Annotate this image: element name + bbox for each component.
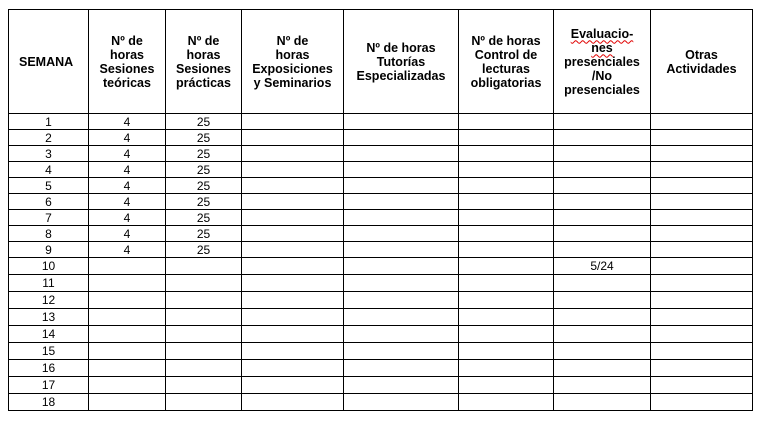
cell-teoricas <box>89 360 166 377</box>
cell-tutorias <box>344 194 459 210</box>
cell-lecturas <box>459 394 554 411</box>
cell-exposiciones <box>242 377 344 394</box>
cell-otras <box>651 326 753 343</box>
cell-lecturas <box>459 162 554 178</box>
cell-exposiciones <box>242 226 344 242</box>
cell-lecturas <box>459 258 554 275</box>
cell-tutorias <box>344 377 459 394</box>
cell-teoricas <box>89 377 166 394</box>
cell-otras <box>651 258 753 275</box>
cell-lecturas <box>459 360 554 377</box>
cell-otras <box>651 360 753 377</box>
table-row <box>9 114 753 130</box>
cell-teoricas: 4 <box>89 130 166 146</box>
cell-tutorias <box>344 292 459 309</box>
cell-otras <box>651 226 753 242</box>
cell-exposiciones <box>242 210 344 226</box>
cell-otras <box>651 309 753 326</box>
cell-evaluaciones <box>554 114 651 130</box>
cell-lecturas <box>459 210 554 226</box>
cell-otras <box>651 146 753 162</box>
cell-evaluaciones <box>554 309 651 326</box>
cell-teoricas: 4 <box>89 194 166 210</box>
cell-teoricas: 4 <box>89 162 166 178</box>
cell-exposiciones <box>242 258 344 275</box>
table-row <box>9 394 753 411</box>
cell-semana: 11 <box>9 275 89 292</box>
cell-semana: 2 <box>9 130 89 146</box>
header-practicas: Nº de horas Sesiones prácticas <box>166 10 242 114</box>
cell-evaluaciones <box>554 146 651 162</box>
header-exposiciones: Nº de horas Exposiciones y Seminarios <box>242 10 344 114</box>
schedule-table <box>8 9 753 411</box>
table-row <box>9 194 753 210</box>
cell-teoricas: 4 <box>89 226 166 242</box>
cell-semana: 6 <box>9 194 89 210</box>
cell-otras <box>651 210 753 226</box>
cell-practicas <box>166 360 242 377</box>
cell-evaluaciones <box>554 242 651 258</box>
cell-semana: 7 <box>9 210 89 226</box>
cell-teoricas <box>89 275 166 292</box>
cell-exposiciones <box>242 114 344 130</box>
cell-teoricas: 4 <box>89 210 166 226</box>
cell-otras <box>651 394 753 411</box>
cell-semana: 10 <box>9 258 89 275</box>
cell-practicas <box>166 343 242 360</box>
cell-lecturas <box>459 242 554 258</box>
cell-tutorias <box>344 162 459 178</box>
cell-exposiciones <box>242 130 344 146</box>
cell-evaluaciones <box>554 275 651 292</box>
cell-otras <box>651 343 753 360</box>
cell-tutorias <box>344 258 459 275</box>
cell-otras <box>651 162 753 178</box>
cell-practicas: 25 <box>166 178 242 194</box>
cell-lecturas <box>459 292 554 309</box>
cell-tutorias <box>344 226 459 242</box>
cell-exposiciones <box>242 343 344 360</box>
cell-otras <box>651 292 753 309</box>
cell-tutorias <box>344 130 459 146</box>
cell-evaluaciones <box>554 162 651 178</box>
cell-tutorias <box>344 114 459 130</box>
cell-semana: 3 <box>9 146 89 162</box>
cell-exposiciones <box>242 242 344 258</box>
cell-tutorias <box>344 309 459 326</box>
cell-evaluaciones <box>554 326 651 343</box>
cell-exposiciones <box>242 194 344 210</box>
cell-evaluaciones <box>554 130 651 146</box>
cell-evaluaciones <box>554 178 651 194</box>
cell-practicas: 25 <box>166 242 242 258</box>
cell-lecturas <box>459 194 554 210</box>
cell-tutorias <box>344 178 459 194</box>
cell-exposiciones <box>242 292 344 309</box>
table-row <box>9 226 753 242</box>
table-row <box>9 210 753 226</box>
cell-evaluaciones <box>554 210 651 226</box>
cell-evaluaciones <box>554 394 651 411</box>
table-row <box>9 178 753 194</box>
cell-evaluaciones <box>554 343 651 360</box>
cell-otras <box>651 242 753 258</box>
cell-exposiciones <box>242 326 344 343</box>
cell-otras <box>651 194 753 210</box>
table-row <box>9 360 753 377</box>
cell-semana: 18 <box>9 394 89 411</box>
cell-teoricas <box>89 258 166 275</box>
cell-semana: 8 <box>9 226 89 242</box>
cell-tutorias <box>344 343 459 360</box>
cell-exposiciones <box>242 275 344 292</box>
cell-practicas: 25 <box>166 226 242 242</box>
cell-otras <box>651 275 753 292</box>
cell-tutorias <box>344 275 459 292</box>
cell-practicas: 25 <box>166 114 242 130</box>
cell-practicas: 25 <box>166 210 242 226</box>
cell-teoricas <box>89 292 166 309</box>
table-row <box>9 162 753 178</box>
cell-practicas: 25 <box>166 194 242 210</box>
cell-otras <box>651 114 753 130</box>
cell-lecturas <box>459 226 554 242</box>
cell-exposiciones <box>242 394 344 411</box>
cell-practicas <box>166 258 242 275</box>
cell-tutorias <box>344 242 459 258</box>
cell-semana: 15 <box>9 343 89 360</box>
table-row <box>9 258 753 275</box>
cell-tutorias <box>344 360 459 377</box>
cell-evaluaciones <box>554 292 651 309</box>
table-row <box>9 130 753 146</box>
cell-exposiciones <box>242 162 344 178</box>
cell-exposiciones <box>242 146 344 162</box>
cell-lecturas <box>459 343 554 360</box>
cell-teoricas: 4 <box>89 146 166 162</box>
cell-lecturas <box>459 178 554 194</box>
header-otras: Otras Actividades <box>651 10 753 114</box>
cell-evaluaciones <box>554 360 651 377</box>
cell-practicas: 25 <box>166 130 242 146</box>
cell-evaluaciones: 5/24 <box>554 258 651 275</box>
cell-practicas <box>166 377 242 394</box>
cell-tutorias <box>344 146 459 162</box>
cell-lecturas <box>459 275 554 292</box>
cell-practicas <box>166 309 242 326</box>
cell-teoricas <box>89 309 166 326</box>
table-row <box>9 377 753 394</box>
cell-semana: 16 <box>9 360 89 377</box>
table-row <box>9 242 753 258</box>
table-row <box>9 309 753 326</box>
cell-lecturas <box>459 114 554 130</box>
cell-lecturas <box>459 146 554 162</box>
cell-teoricas: 4 <box>89 178 166 194</box>
header-row <box>9 10 753 114</box>
cell-exposiciones <box>242 178 344 194</box>
table-row <box>9 292 753 309</box>
header-evaluaciones: Evaluacio- nes presenciales /No presenciales <box>554 10 651 114</box>
cell-teoricas: 4 <box>89 114 166 130</box>
cell-practicas <box>166 326 242 343</box>
cell-teoricas: 4 <box>89 242 166 258</box>
table-row <box>9 326 753 343</box>
cell-semana: 4 <box>9 162 89 178</box>
cell-practicas <box>166 292 242 309</box>
cell-evaluaciones <box>554 226 651 242</box>
table-row <box>9 275 753 292</box>
cell-semana: 12 <box>9 292 89 309</box>
cell-evaluaciones <box>554 377 651 394</box>
cell-tutorias <box>344 326 459 343</box>
cell-otras <box>651 130 753 146</box>
cell-lecturas <box>459 309 554 326</box>
header-semana: SEMANA <box>9 10 89 114</box>
cell-exposiciones <box>242 309 344 326</box>
cell-semana: 14 <box>9 326 89 343</box>
header-lecturas: Nº de horas Control de lecturas obligatorias <box>459 10 554 114</box>
cell-tutorias <box>344 394 459 411</box>
cell-lecturas <box>459 130 554 146</box>
cell-teoricas <box>89 394 166 411</box>
table-body <box>9 114 753 411</box>
cell-practicas <box>166 275 242 292</box>
cell-lecturas <box>459 377 554 394</box>
cell-semana: 13 <box>9 309 89 326</box>
cell-practicas: 25 <box>166 146 242 162</box>
cell-semana: 9 <box>9 242 89 258</box>
cell-otras <box>651 377 753 394</box>
cell-tutorias <box>344 210 459 226</box>
header-teoricas: Nº de horas Sesiones teóricas <box>89 10 166 114</box>
cell-otras <box>651 178 753 194</box>
table-row <box>9 146 753 162</box>
cell-semana: 5 <box>9 178 89 194</box>
header-tutorias: Nº de horas Tutorías Especializadas <box>344 10 459 114</box>
cell-semana: 17 <box>9 377 89 394</box>
cell-evaluaciones <box>554 194 651 210</box>
cell-lecturas <box>459 326 554 343</box>
cell-teoricas <box>89 326 166 343</box>
cell-teoricas <box>89 343 166 360</box>
cell-semana: 1 <box>9 114 89 130</box>
table-row <box>9 343 753 360</box>
cell-practicas <box>166 394 242 411</box>
cell-practicas: 25 <box>166 162 242 178</box>
cell-exposiciones <box>242 360 344 377</box>
